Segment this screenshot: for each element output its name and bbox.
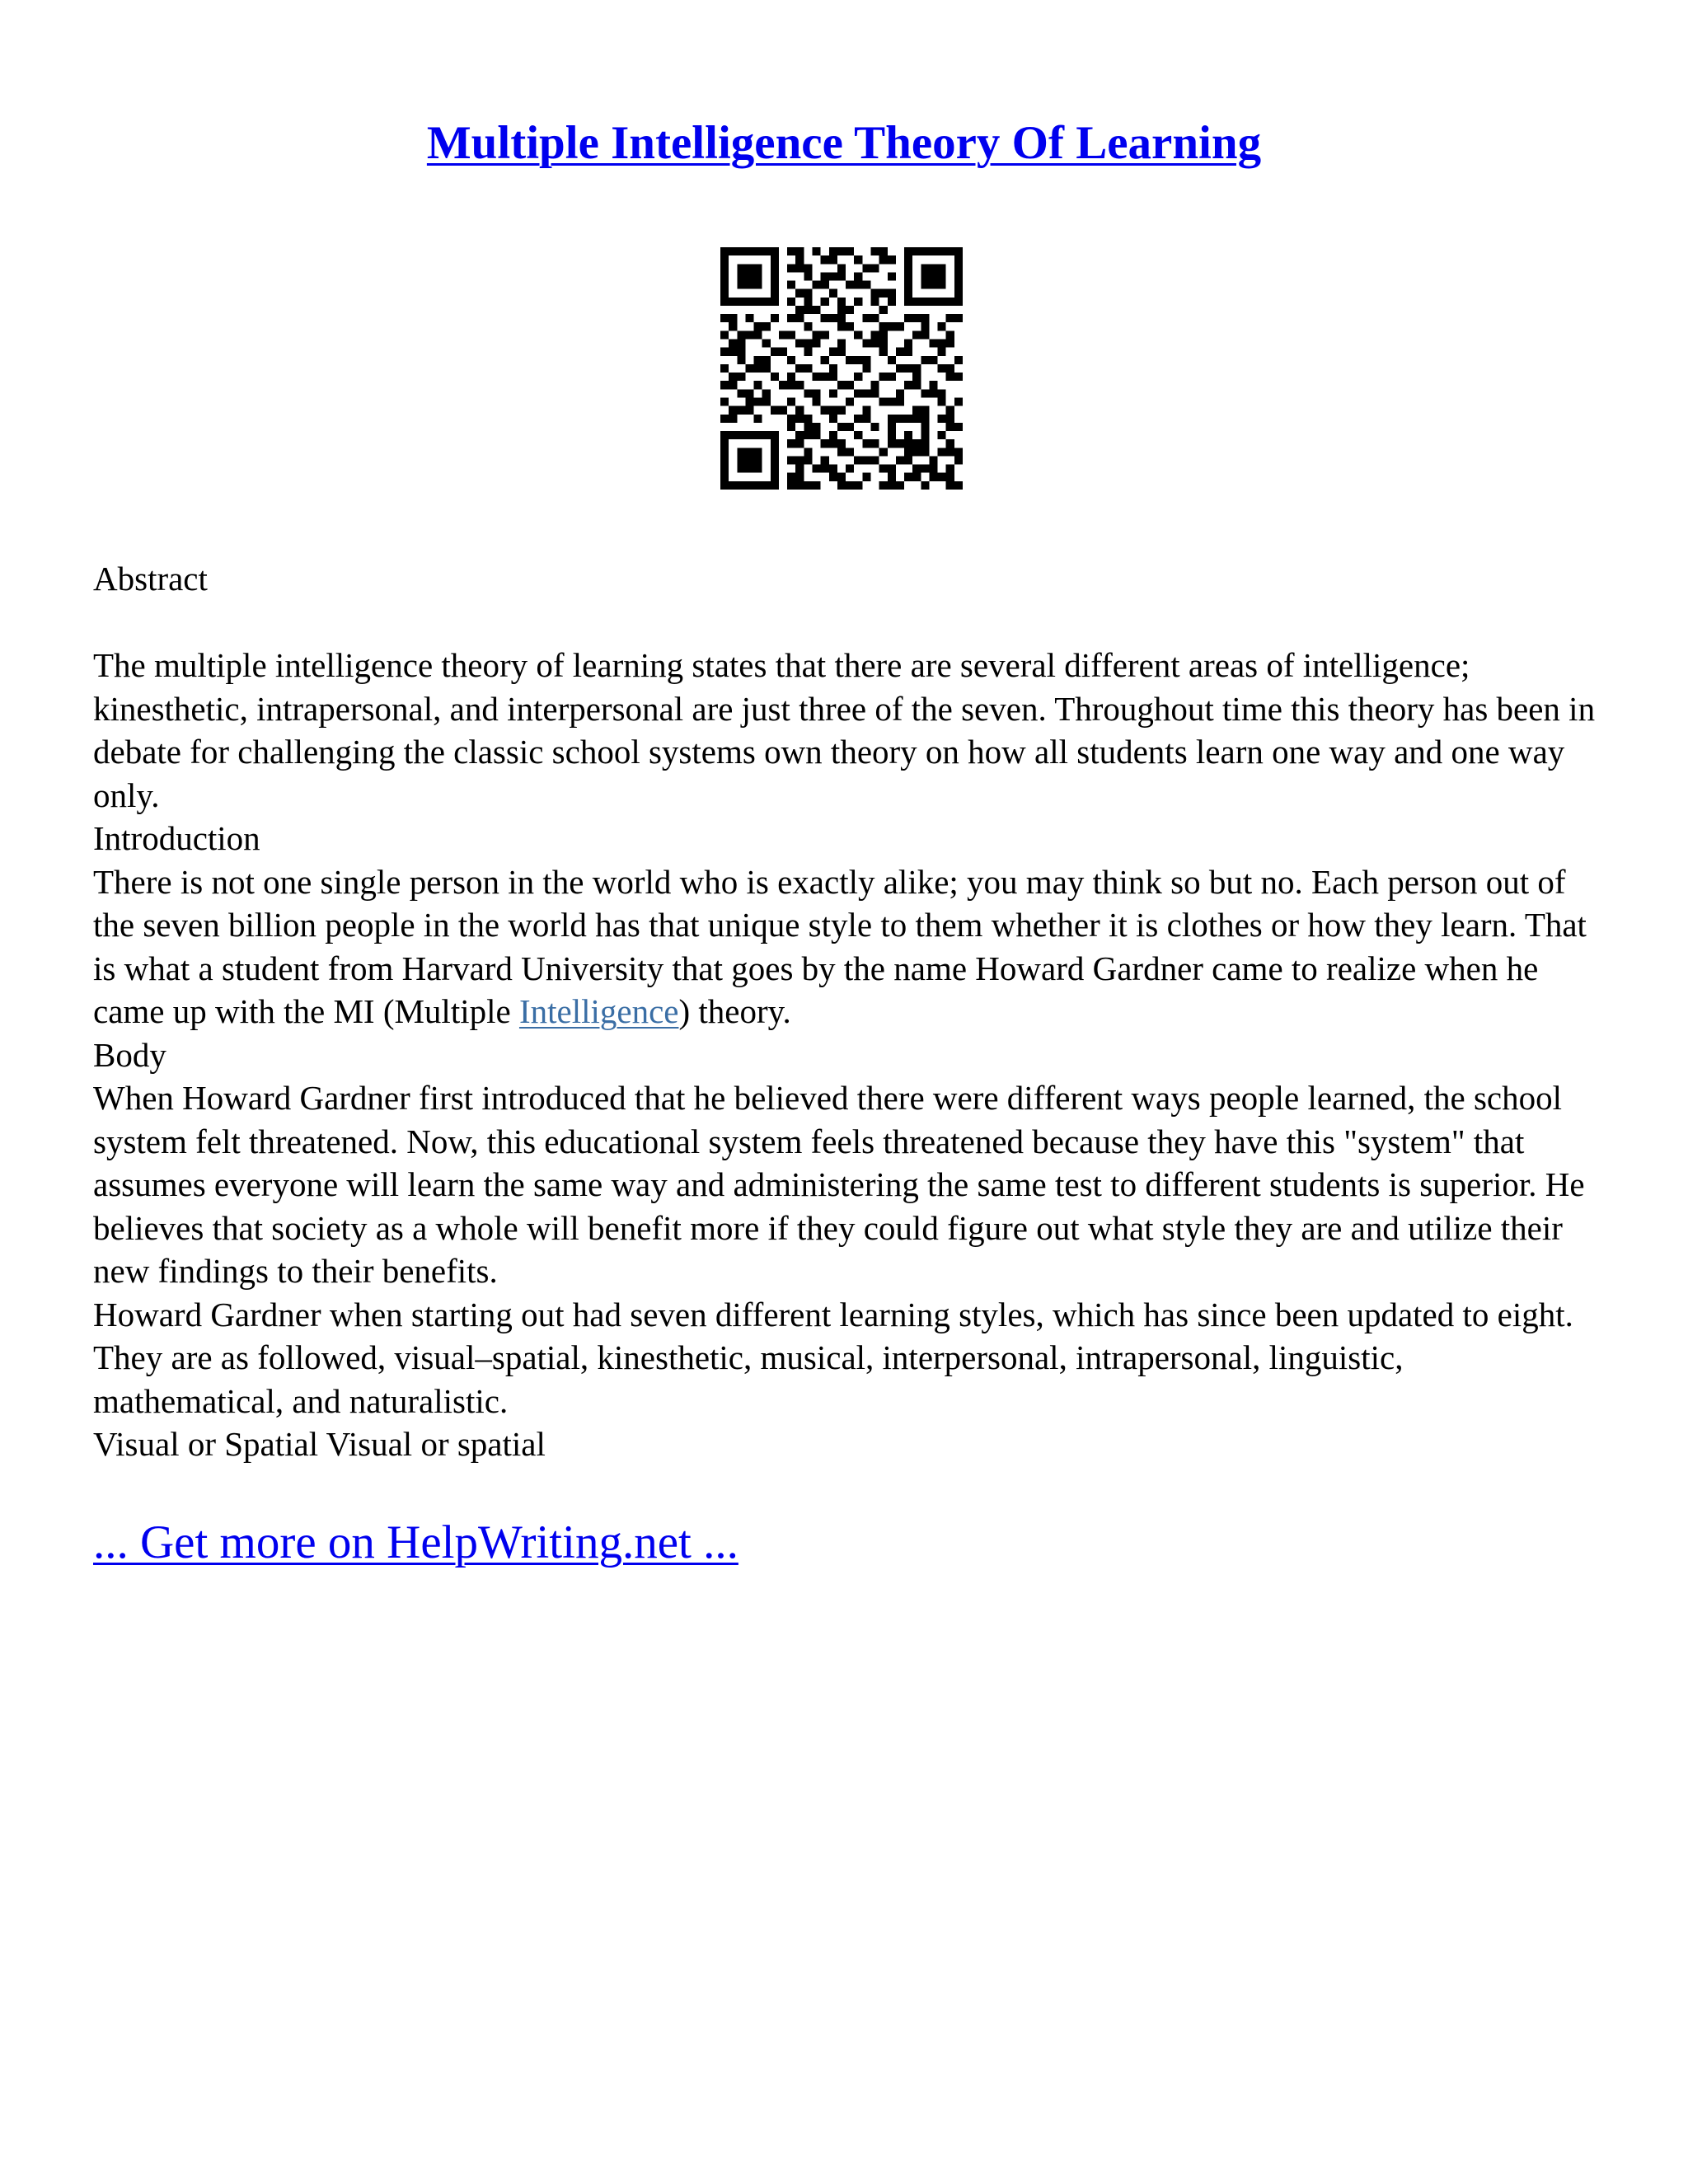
introduction-paragraph [93,860,1601,1033]
abstract-paragraph: The multiple intelligence theory of learning states that there are several different areas of intelligence; kinesthetic, intrapersonal, and interpersonal are just three of the seven. Throughout time this theory has been in debate for challenging the classic school systems own theory on how all students learn one way and one way only. [93,646,1596,814]
body-heading: Body [93,1035,166,1074]
qr-code [720,247,963,490]
introduction-heading: Introduction [93,819,260,857]
document-body [93,557,1601,1466]
intelligence-link[interactable]: Intelligence [518,992,679,1030]
body-paragraph-2: Howard Gardner when starting out had seven different learning styles, which has since been updated to eight. They are as followed, visual–spatial, kinesthetic, musical, interpersonal, intrapersonal, linguistic, mathematical, and naturalistic. [93,1295,1573,1420]
document-title [0,115,1688,171]
introduction-text-start: There is not one single person in the world who is exactly alike; you may think so but no. Each person out of the seven billion people in the world has that unique style to them whether it is clothes or how they learn. That is what a student from Harvard University that goes by the name Howard Gardner came to realize when he came up with the MI (Multiple [93,862,1587,1030]
abstract-heading: Abstract [93,560,208,598]
qr-code-icon [720,247,963,490]
get-more-line [93,1515,738,1571]
get-more-link[interactable]: ... Get more on HelpWriting.net ... [93,1516,738,1568]
body-paragraph-3: Visual or Spatial Visual or spatial [93,1425,546,1463]
title-link[interactable]: Multiple Intelligence Theory Of Learning [426,117,1262,169]
introduction-text-end: ) theory. [678,992,791,1030]
body-paragraph-1: When Howard Gardner first introduced that he believed there were different ways people learned, the school system felt threatened. Now, this educational system feels threatened because they have this "system" that assumes everyone will learn the same way and administering the same test to different students is superior. He believes that society as a whole will benefit more if they could figure out what style they are and utilize their new findings to their benefits. [93,1079,1585,1290]
